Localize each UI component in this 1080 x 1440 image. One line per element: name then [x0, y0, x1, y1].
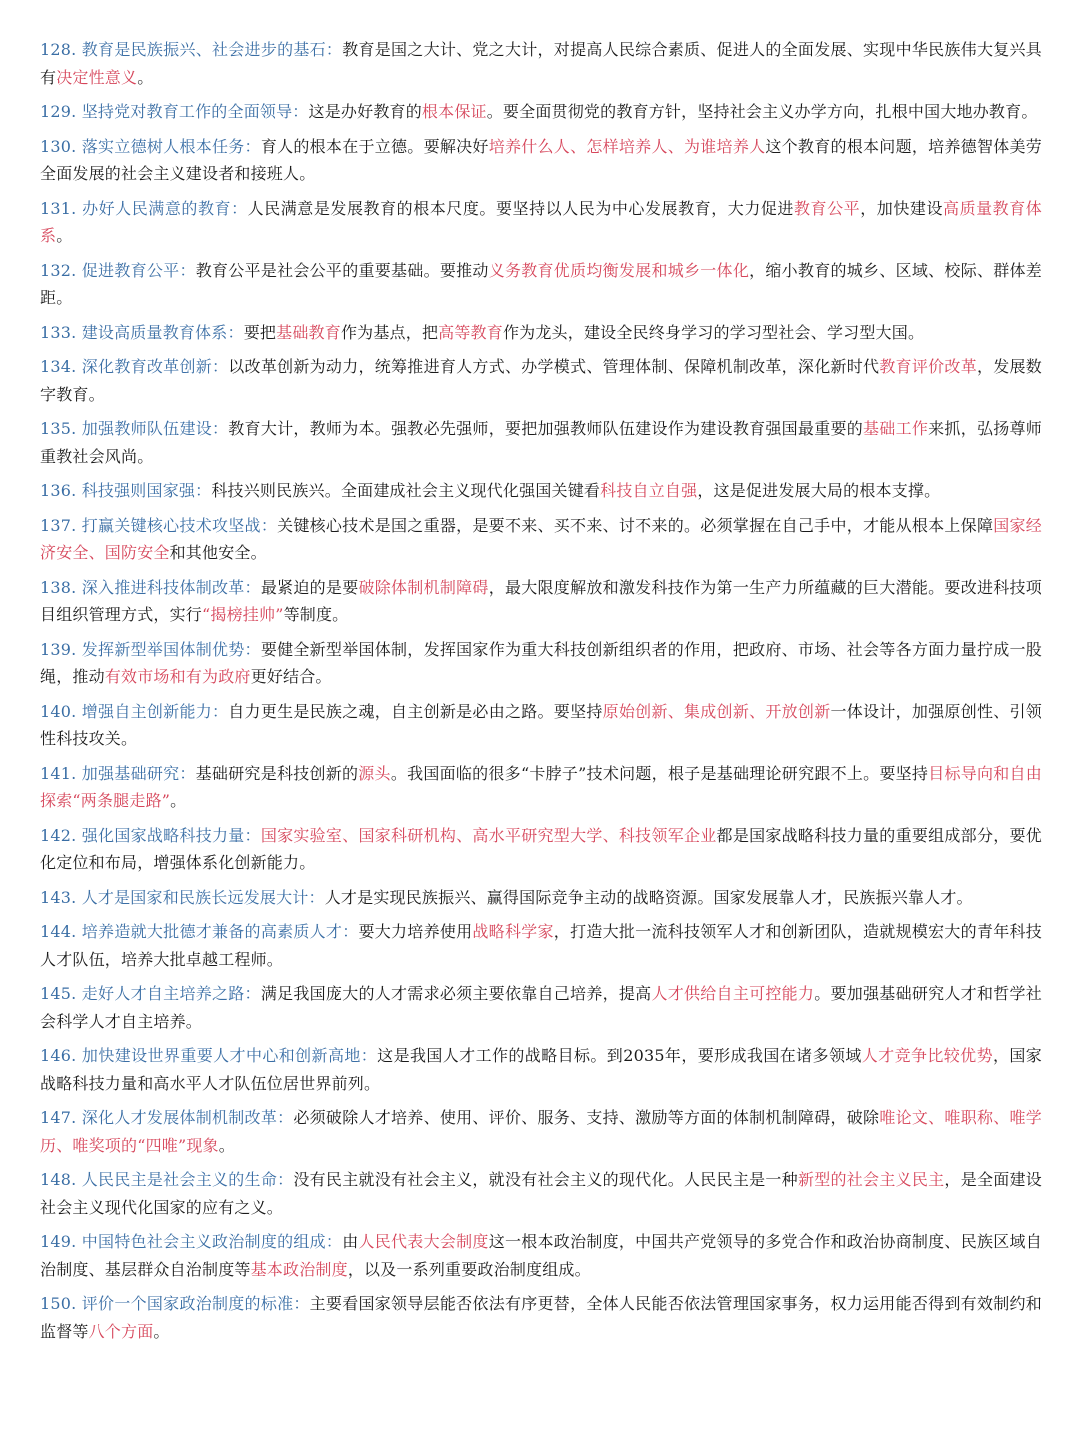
body-text: 最紧迫的是要 [260, 577, 359, 597]
entry-heading: 130. 落实立德树人根本任务： [40, 136, 261, 156]
entry-item [40, 1166, 1042, 1221]
highlighted-text: 国家经济安全、国防安全 [40, 515, 1042, 562]
body-text: 满足我国庞大的人才需求必须主要依靠自己培养，提高 [260, 984, 652, 1003]
entry-heading: 143. 人才是国家和民族长远发展大计： [40, 887, 325, 907]
body-text: 这一根本政治制度，中国共产党领导的多党合作和政治协商制度、民族区域自治制度、基层群众自治制度等 [40, 1232, 1042, 1279]
body-text: 。我国面临的很多“卡脖子”技术问题，根子是基础理论研究跟不上。要坚持 [390, 763, 929, 783]
highlighted-text: 人民代表大会制度 [358, 1232, 489, 1251]
entry-item [40, 353, 1042, 408]
entry-heading: 131. 办好人民满意的教育： [40, 198, 248, 218]
entry-heading: 132. 促进教育公平： [40, 260, 196, 280]
document-page [40, 36, 1042, 1352]
body-text: 由 [342, 1232, 359, 1251]
highlighted-text: 义务教育优质均衡发展和城乡一体化 [488, 260, 750, 280]
highlighted-text: 目标导向和自由探索“两条腿走路” [40, 763, 1042, 810]
body-text: 来抓，弘扬尊师重教社会风尚。 [40, 419, 1042, 466]
entry-heading: 129. 坚持党对教育工作的全面领导： [40, 102, 309, 121]
body-text: 基础研究是科技创新的 [195, 763, 359, 783]
entry-item [40, 257, 1042, 312]
entry-heading: 148. 人民民主是社会主义的生命： [40, 1170, 294, 1189]
highlighted-text: 教育评价改革 [879, 357, 977, 376]
entry-item [40, 760, 1042, 815]
body-text: 人才是实现民族振兴、赢得国际竞争主动的战略资源。国家发展靠人才，民族振兴靠人才。 [324, 887, 973, 907]
entry-item [40, 822, 1042, 877]
entry-heading: 137. 打赢关键核心技术攻坚战： [40, 515, 278, 535]
entry-heading: 147. 深化人才发展体制机制改革： [40, 1108, 294, 1127]
body-text: 自力更生是民族之魂，自主创新是必由之路。要坚持 [228, 701, 603, 721]
entry-heading: 135. 加强教师队伍建设： [40, 419, 229, 438]
entry-item [40, 918, 1042, 973]
body-text: 。 [137, 67, 154, 87]
body-text: 。 [218, 1135, 235, 1155]
body-text: 关键核心技术是国之重器，是要不来、买不来、讨不来的。必须掌握在自己手中，才能从根本上保障 [277, 515, 994, 535]
entry-item [40, 636, 1042, 691]
body-text: 以改革创新为动力，统筹推进育人方式、办学模式、管理体制、保障机制改革，深化新时代 [228, 357, 880, 376]
body-text: 和其他安全。 [169, 543, 267, 562]
highlighted-text: 教育公平 [794, 198, 861, 218]
highlighted-text: 战略科学家 [472, 922, 554, 941]
highlighted-text: 人才供给自主可控能力 [651, 984, 815, 1003]
body-text: 更好结合。 [250, 667, 332, 686]
entry-heading: 139. 发挥新型举国体制优势： [40, 639, 261, 659]
body-text: 作为龙头，建设全民终身学习的学习型社会、学习型大国。 [502, 322, 925, 342]
entry-heading: 144. 培养造就大批德才兼备的高素质人才： [40, 922, 359, 941]
highlighted-text: “揭榜挂帅” [202, 605, 284, 624]
highlighted-text: 源头 [358, 763, 391, 783]
highlighted-text: 新型的社会主义民主 [797, 1170, 945, 1189]
highlighted-text: 八个方面 [88, 1321, 154, 1341]
body-text: 没有民主就没有社会主义，就没有社会主义的现代化。人民民主是一种 [293, 1170, 798, 1189]
entry-item [40, 319, 1042, 347]
entry-heading: 149. 中国特色社会主义政治制度的组成： [40, 1232, 343, 1251]
entry-heading: 128. 教育是民族振兴、社会进步的基石： [40, 40, 343, 59]
highlighted-text: 破除体制机制障碍 [358, 577, 489, 597]
body-text: 主要看国家领导层能否依法有序更替，全体人民能否依法管理国家事务，权力运用能否得到有效制约和监督等 [40, 1294, 1042, 1341]
body-text: ，发展数字教育。 [40, 357, 1042, 404]
body-text: 。要加强基础研究人才和哲学社会科学人才自主培养。 [40, 984, 1042, 1031]
entry-item [40, 1290, 1042, 1345]
body-text: ，国家战略科技力量和高水平人才队伍位居世界前列。 [40, 1046, 1043, 1093]
entry-item [40, 133, 1042, 188]
body-text: 作为基点，把 [340, 322, 439, 342]
body-text: ，加快建设 [860, 198, 944, 218]
entry-item [40, 574, 1042, 629]
body-text: 等制度。 [283, 605, 349, 624]
entry-item [40, 1042, 1042, 1097]
entry-heading: 142. 强化国家战略科技力量： [40, 825, 261, 845]
entry-heading: 134. 深化教育改革创新： [40, 357, 229, 376]
body-text: ，是全面建设社会主义现代化国家的应有之义。 [40, 1170, 1043, 1217]
highlighted-text: 决定性意义 [56, 67, 138, 87]
entry-heading: 140. 增强自主创新能力： [40, 701, 229, 721]
highlighted-text: 有效市场和有为政府 [104, 667, 251, 686]
entry-heading: 133. 建设高质量教育体系： [40, 322, 244, 342]
entry-item [40, 36, 1042, 91]
highlighted-text: 高质量教育体系 [40, 198, 1042, 245]
body-text: ，以及一系列重要政治制度组成。 [347, 1259, 591, 1279]
highlighted-text: 基本政治制度 [250, 1259, 348, 1279]
highlighted-text: 国家实验室、国家科研机构、高水平研究型大学、科技领军企业 [260, 825, 717, 845]
entry-heading: 138. 深入推进科技体制改革： [40, 577, 261, 597]
body-text: 教育是国之大计、党之大计，对提高人民综合素质、促进人的全面发展、实现中华民族伟大复兴具有 [40, 40, 1042, 87]
body-text: ，缩小教育的城乡、区域、校际、群体差距。 [40, 260, 1042, 307]
body-text: 。要全面贯彻党的教育方针，坚持社会主义办学方向，扎根中国大地办教育。 [486, 102, 1038, 121]
entry-heading: 150. 评价一个国家政治制度的标准： [40, 1294, 310, 1313]
highlighted-text: 原始创新、集成创新、开放创新 [602, 701, 831, 721]
entry-item [40, 195, 1042, 250]
highlighted-text: 根本保证 [421, 102, 487, 121]
entry-item [40, 1104, 1042, 1159]
body-text: 这是我国人才工作的战略目标。到2035年，要形成我国在诸多领域 [377, 1046, 862, 1065]
entry-item [40, 980, 1042, 1035]
body-text: 。 [170, 791, 187, 810]
entry-item [40, 1228, 1042, 1283]
highlighted-text: 培养什么人、怎样培养人、为谁培养人 [488, 136, 766, 156]
entry-heading: 141. 加强基础研究： [40, 763, 196, 783]
body-text: ，这是促进发展大局的根本支撑。 [697, 481, 941, 500]
entry-item [40, 477, 1042, 505]
body-text: ，打造大批一流科技领军人才和创新团队，造就规模宏大的青年科技人才队伍，培养大批卓越工程师。 [40, 922, 1042, 969]
body-text: 都是国家战略科技力量的重要组成部分，要优化定位和布局，增强体系化创新能力。 [40, 825, 1042, 872]
body-text: 人民满意是发展教育的根本尺度。要坚持以人民为中心发展教育，大力促进 [247, 198, 794, 218]
body-text: 教育公平是社会公平的重要基础。要推动 [195, 260, 489, 280]
body-text: 这是办好教育的 [308, 102, 422, 121]
body-text: ，最大限度解放和激发科技作为第一生产力所蕴藏的巨大潜能。要改进科技项目组织管理方式，实行 [40, 577, 1042, 624]
entry-item [40, 512, 1042, 567]
entry-item [40, 884, 1042, 912]
highlighted-text: 科技自立自强 [600, 481, 698, 500]
body-text: 。 [153, 1321, 170, 1341]
entry-item [40, 98, 1042, 126]
highlighted-text: 人才竞争比较优势 [861, 1046, 993, 1065]
highlighted-text: 唯论文、唯职称、唯学历、唯奖项的“四唯”现象 [40, 1108, 1042, 1155]
body-text: 要大力培养使用 [358, 922, 473, 941]
body-text: 要把 [243, 322, 277, 342]
highlighted-text: 高等教育 [438, 322, 503, 342]
highlighted-text: 基础工作 [863, 419, 929, 438]
body-text: 这个教育的根本问题，培养德智体美劳全面发展的社会主义建设者和接班人。 [40, 136, 1042, 183]
entry-item [40, 415, 1042, 470]
entry-heading: 146. 加快建设世界重要人才中心和创新高地： [40, 1046, 378, 1065]
body-text: 要健全新型举国体制，发挥国家作为重大科技创新组织者的作用，把政府、市场、社会等各方面力量拧成一股绳，推动 [40, 639, 1042, 686]
entry-item [40, 698, 1042, 753]
body-text: 教育大计，教师为本。强教必先强师，要把加强教师队伍建设作为建设教育强国最重要的 [228, 419, 864, 438]
body-text: 育人的根本在于立德。要解决好 [260, 136, 489, 156]
entry-heading: 136. 科技强则国家强： [40, 481, 212, 500]
body-text: 必须破除人才培养、使用、评价、服务、支持、激励等方面的体制机制障碍，破除 [293, 1108, 880, 1127]
entry-heading: 145. 走好人才自主培养之路： [40, 984, 261, 1003]
body-text: 科技兴则民族兴。全面建成社会主义现代化强国关键看 [211, 481, 601, 500]
body-text: 。 [56, 226, 73, 245]
body-text: 一体设计，加强原创性、引领性科技攻关。 [40, 701, 1042, 748]
highlighted-text: 基础教育 [276, 322, 341, 342]
